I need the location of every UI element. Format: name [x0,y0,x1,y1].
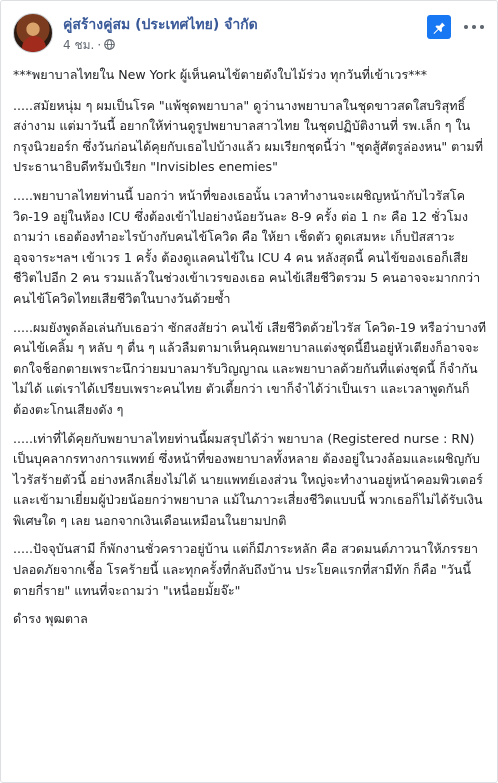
more-options-icon-dot [472,25,476,29]
globe-icon[interactable] [104,39,115,50]
post-headline: ***พยาบาลไทยใน New York ผู้เห็นคนไข้ตายดังใบไม้ร่วง ทุกวันที่เข้าเวร*** [13,67,428,82]
post-paragraph: .....ผมยังพูดล้อเล่นกับเธอว่า ซักสงสัยว่า คนไข้ เสียชีวิตด้วยไวรัส โควิด-19 หรือว่าบางทีคนไข้เคลิ้ม ๆ หลับ ๆ ตื่น ๆ แล้วลืมตามาเห็นคุณพยาบาลแต่งชุดนี้ยืนอยู่หัวเตียงก็อาจจะตกใจช็อกตายเพราะนึกว่ายมบาลมารับวิญญาณ และพยาบาลด้วยกันที่แต่งชุดนี้ ก็จำกันไม่ได้ แต่เราได้เปรียบเพราะคนไทย ตัวเตี้ยกว่า เขาก็จำได้ว่าเป็นเรา และเวลาพูดกันก็ต้องตะโกนเสียงดัง ๆ [13,319,487,417]
post-paragraph: .....สมัยหนุ่ม ๆ ผมเป็นโรค "แพ้ชุดพยาบาล" ดูว่านางพยาบาลในชุดขาวสดใสบริสุทธิ์ สง่างาม แต่มาวันนี้ อยากให้ท่านดูรูปพยาบาลสาวไทย ในชุดปฏิบัติงานที่ รพ.เล็ก ๆ ในกรุงนิวยอร์ก ซึ่งวันก่อนได้คุยกับเธอไปบ้างแล้ว ผมเรียกชุดนี้ว่า "ชุดสู้ศัตรูล่องหน" ตามที่ประธานาธิบดีทรัมป์เรียก "Invisibles enemies" [13,97,484,175]
post-meta [63,36,115,55]
post-paragraph: .....พยาบาลไทยท่านนี้ บอกว่า หน้าที่ของเธอนั้น เวลาทำงานจะเผชิญหน้ากับไวรัสโควิด-19 อยู่ในห้อง ICU ซึ่งต้องเข้าไปอย่างน้อยวันละ 8-9 ครั้ง ต่อ 1 กะ คือ 12 ชั่วโมง ถามว่า เธอต้องทำอะไรบ้างกับคนไข้โควิด คือ ให้ยา เช็ดตัว ดูดเสมหะ เก็บปัสสาวะ อุจจาระฯลฯ เข้าเวร 1 ครั้ง ต้องดูแลคนไข้ใน ICU 4 คน หลังสุดนี้ คนไข้ของเธอก็เสียชีวิตไปอีก 2 คน รวมแล้วในช่วงเข้าเวรของเธอ คนไข้เสียชีวิตรวม 5 คนอาจจะมากกว่าคนไข้โควิดไทยเสียชีวิตในบางวันด้วยซ้ำ [13,187,481,306]
pin-icon [432,20,446,34]
page-name-link[interactable]: คู่สร้างคู่สม (ประเทศไทย) จำกัด [63,17,258,33]
post-header [13,13,487,55]
post-time-link[interactable]: 4 ชม. [63,38,95,52]
page-avatar[interactable] [13,13,53,53]
post-paragraph: .....เท่าที่ได้คุยกับพยาบาลไทยท่านนี้ผมสรุปได้ว่า พยาบาล (Registered nurse : RN) เป็นบุคลากรทางการแพทย์ ซึ่งหน้าที่ของพยาบาลทั้งหลาย ต้องอยู่ในวงล้อมและเผชิญกับไวรัสร้ายตัวนี้ อย่างหลีกเลี่ยงไม่ได้ นายแพทย์เองส่วน ใหญ่จะทำงานอยู่หน้าคอมพิวเตอร์ และเข้ามาเยี่ยมผู้ป่วยน้อยกว่าพยาบาล แม้ในภาวะเสี่ยงชีวิตแบบนี้ พวกเธอก็ไม่ได้รับเงินพิเศษใด ๆ เลย นอกจากเงินเดือนเหมือนในยามปกติ [13,430,483,528]
meta-separator: · [97,38,102,52]
more-options-icon-dot [480,25,484,29]
post-paragraph: .....ปัจจุบันสามี ก็พักงานชั่วคราวอยู่บ้าน แต่ก็มีภาระหลัก คือ สวดมนต์ภาวนาให้ภรรยาปลอดภัยจากเชื้อ โรคร้ายนี้ และทุกครั้งที่กลับถึงบ้าน ประโยคแรกที่สามีทัก ก็คือ "วันนี้ตายกี่ราย" แทนที่จะถามว่า "เหนื่อยมั้ยจ๊ะ" [13,541,479,598]
post-author-signature: ดำรง พุฒตาล [13,611,88,627]
pin-button[interactable] [427,15,451,39]
post-body [13,65,487,638]
more-options-button[interactable] [461,15,487,39]
avatar-figure [22,36,46,53]
more-options-icon [464,25,468,29]
